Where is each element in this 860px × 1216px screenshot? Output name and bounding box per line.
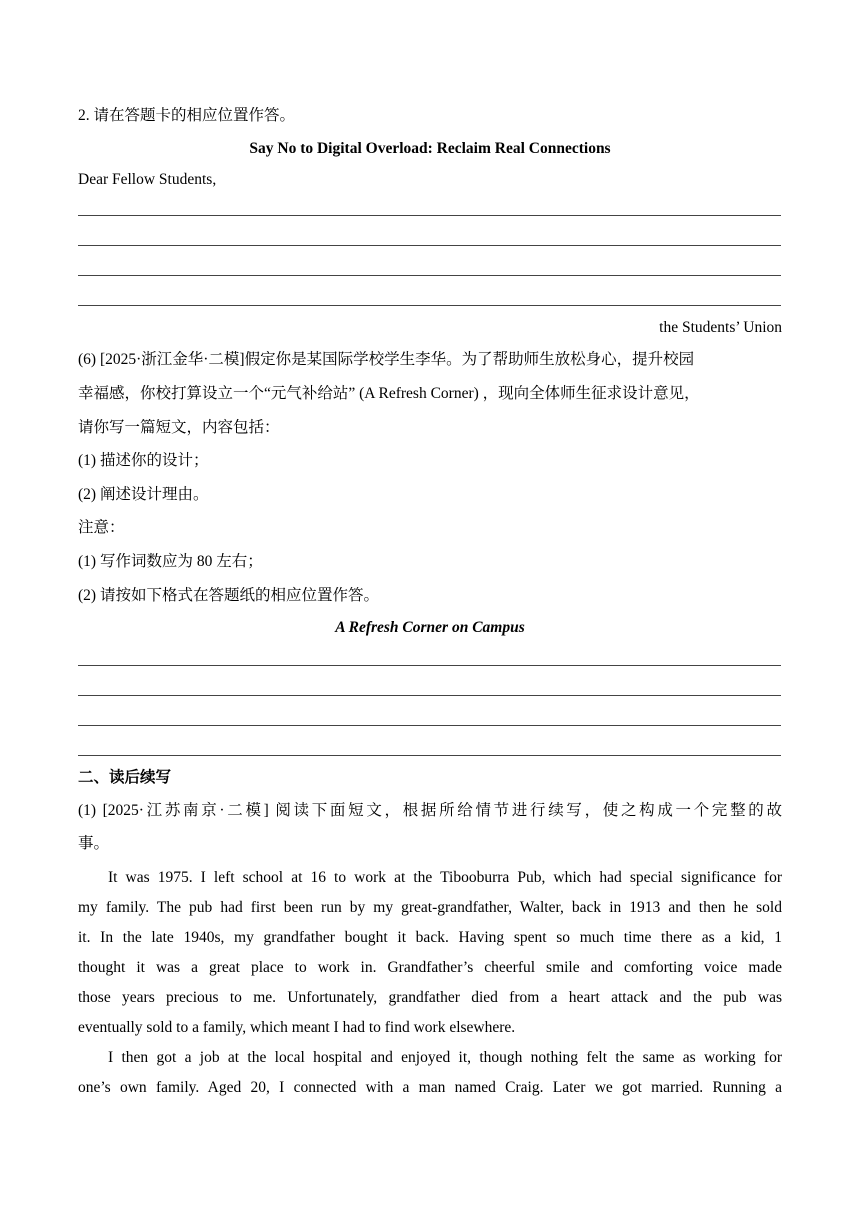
writing-line <box>78 245 781 246</box>
task6-prompt-line3: 请你写一篇短文，内容包括： <box>78 419 280 436</box>
signature: the Students’ Union <box>659 319 782 336</box>
passage-line: I then got a job at the local hospital and enjoyed it, though nothing felt the same as working for <box>108 1049 782 1066</box>
writing-line <box>78 305 781 306</box>
part2-prompt-line2: 事。 <box>78 835 110 852</box>
writing-line <box>78 695 781 696</box>
passage-line: those years precious to me. Unfortunately, grandfather died from a heart attack and the pub was <box>78 989 782 1006</box>
passage-line: one’s own family. Aged 20, I connected with a man named Craig. Later we got married. Running a <box>78 1079 782 1096</box>
writing-line <box>78 755 781 756</box>
task6-point1: (1) 描述你的设计； <box>78 452 209 469</box>
instruction-2: 2. 请在答题卡的相应位置作答。 <box>78 107 296 124</box>
passage-line: eventually sold to a family, which meant I had to find work elsewhere. <box>78 1019 516 1036</box>
salutation: Dear Fellow Students, <box>78 171 217 188</box>
writing-line <box>78 215 781 216</box>
task6-prompt-line1: (6) [2025·浙江金华·二模]假定你是某国际学校学生李华。为了帮助师生放松身心，提升校园 <box>78 351 695 368</box>
task6-point2: (2) 阐述设计理由。 <box>78 486 209 503</box>
part2-prompt-line1: (1) [2025·江苏南京·二模] 阅读下面短文，根据所给情节进行续写，使之构成一个完整的故 <box>78 802 782 819</box>
essay-title-refresh-corner: A Refresh Corner on Campus <box>335 619 525 636</box>
essay-title-digital-overload: Say No to Digital Overload: Reclaim Real Connections <box>249 140 611 157</box>
passage-line: my family. The pub had first been run by my great-grandfather, Walter, back in 1913 and then he sold <box>78 899 782 916</box>
task6-note-label: 注意： <box>78 519 125 536</box>
task6-note1: (1) 写作词数应为 80 左右； <box>78 553 263 570</box>
task6-prompt-line2: 幸福感，你校打算设立一个“元气补给站” (A Refresh Corner) ，现向全体师生征求设计意见， <box>78 385 700 402</box>
writing-line <box>78 665 781 666</box>
task6-note2: (2) 请按如下格式在答题纸的相应位置作答。 <box>78 587 379 604</box>
passage-line: It was 1975. I left school at 16 to work at the Tibooburra Pub, which had special significance for <box>108 869 782 886</box>
passage-line: thought it was a great place to work in. Grandfather’s cheerful smile and comforting voice made <box>78 959 782 976</box>
writing-line <box>78 725 781 726</box>
part2-heading: 二、读后续写 <box>78 769 172 786</box>
writing-line <box>78 275 781 276</box>
passage-line: it. In the late 1940s, my grandfather bought it back. Having spent so much time there as a kid, 1 <box>78 929 782 946</box>
